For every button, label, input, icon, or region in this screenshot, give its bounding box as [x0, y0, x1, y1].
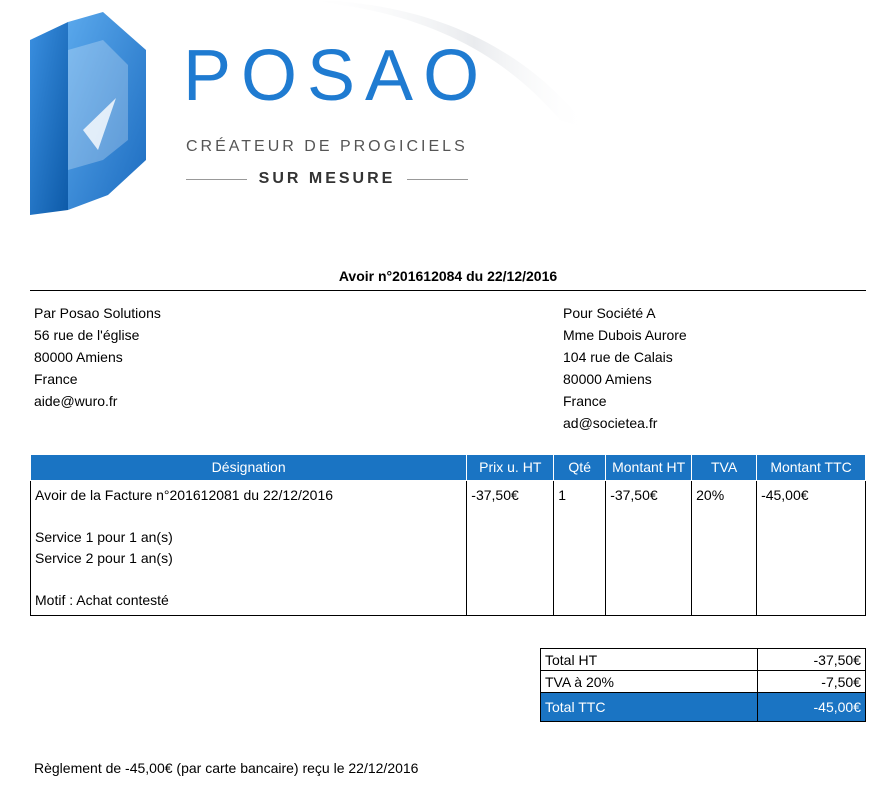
designation-line: Motif : Achat contesté — [35, 592, 169, 608]
totals-row-vat — [541, 671, 866, 693]
designation-line — [35, 506, 462, 527]
items-table — [30, 454, 866, 616]
brand-subtagline-row — [186, 170, 468, 188]
table-row — [31, 481, 866, 616]
recipient-line: Mme Dubois Aurore — [563, 327, 687, 343]
column-header-amount-ttc: Montant TTC — [757, 455, 866, 481]
recipient-line: 104 rue de Calais — [563, 349, 673, 365]
sender-line: Par Posao Solutions — [34, 305, 161, 321]
title-divider — [30, 290, 866, 291]
total-ht-value: -37,50€ — [758, 649, 866, 671]
recipient-line: 80000 Amiens — [563, 371, 652, 387]
table-header-row — [31, 455, 866, 481]
designation-line: Service 1 pour 1 an(s) — [35, 529, 173, 545]
payment-note: Règlement de -45,00€ (par carte bancaire) reçu le 22/12/2016 — [34, 760, 419, 776]
recipient-email: ad@societea.fr — [563, 415, 658, 431]
column-header-vat: TVA — [692, 455, 757, 481]
sender-line: France — [34, 371, 78, 387]
sender-email: aide@wuro.fr — [34, 393, 118, 409]
totals-table — [540, 648, 866, 722]
column-header-quantity: Qté — [554, 455, 606, 481]
total-ttc-value: -45,00€ — [758, 693, 866, 722]
column-header-amount-ht: Montant HT — [606, 455, 692, 481]
total-vat-value: -7,50€ — [758, 671, 866, 693]
sender-line: 56 rue de l'église — [34, 327, 140, 343]
totals-row-ttc — [541, 693, 866, 722]
column-header-unit-price: Prix u. HT — [467, 455, 554, 481]
brand-name: POSAO — [183, 36, 490, 116]
total-vat-label: TVA à 20% — [541, 671, 758, 693]
totals-row-ht — [541, 649, 866, 671]
cell-amount-ttc: -45,00€ — [757, 481, 866, 616]
sender-line: 80000 Amiens — [34, 349, 123, 365]
total-ht-label: Total HT — [541, 649, 758, 671]
cell-designation — [31, 481, 467, 616]
column-header-designation: Désignation — [31, 455, 467, 481]
divider — [186, 179, 247, 180]
brand-tagline: CRÉATEUR DE PROGICIELS — [186, 138, 468, 155]
total-ttc-label: Total TTC — [541, 693, 758, 722]
cell-amount-ht: -37,50€ — [606, 481, 692, 616]
document-title: Avoir n°201612084 du 22/12/2016 — [338, 268, 558, 284]
cell-quantity: 1 — [554, 481, 606, 616]
posao-logo-icon — [28, 10, 148, 215]
sender-address — [34, 302, 161, 412]
cell-unit-price: -37,50€ — [467, 481, 554, 616]
cell-vat: 20% — [692, 481, 757, 616]
divider — [407, 179, 468, 180]
recipient-address — [563, 302, 687, 434]
designation-line — [35, 569, 462, 590]
designation-line: Service 2 pour 1 an(s) — [35, 550, 173, 566]
brand-subtagline: SUR MESURE — [258, 170, 396, 187]
designation-line: Avoir de la Facture n°201612081 du 22/12/2016 — [35, 487, 334, 503]
recipient-line: Pour Société A — [563, 305, 656, 321]
recipient-line: France — [563, 393, 607, 409]
